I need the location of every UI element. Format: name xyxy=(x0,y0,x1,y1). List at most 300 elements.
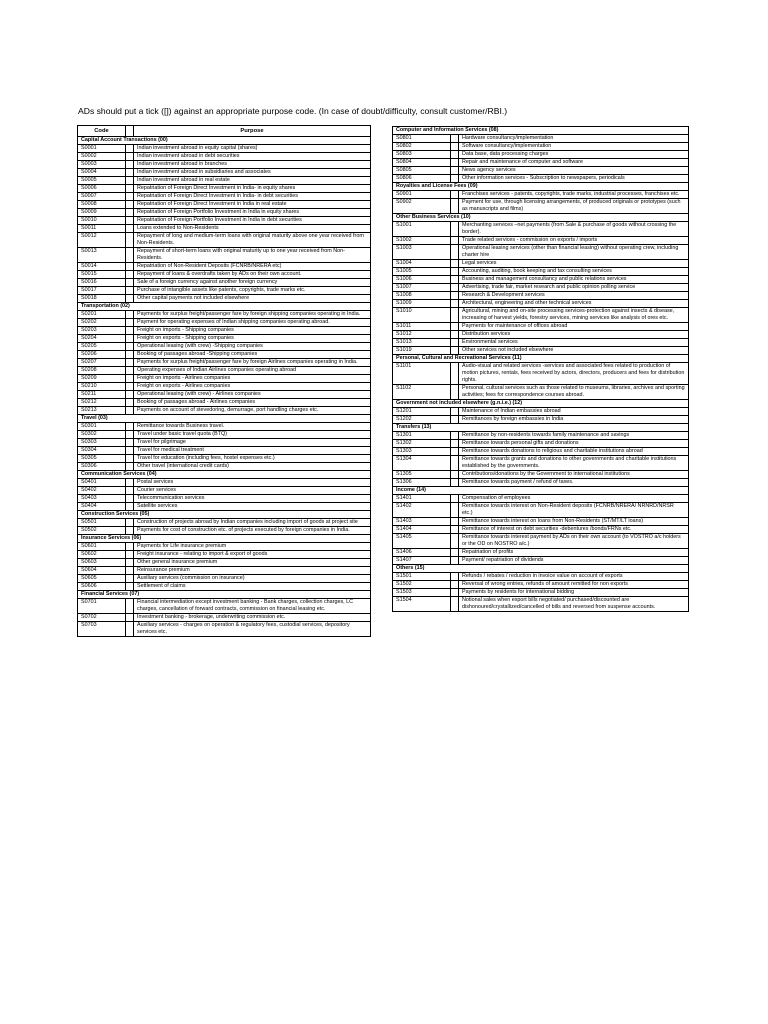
purpose-code: S1304 xyxy=(393,456,451,471)
tick-box[interactable] xyxy=(126,439,134,447)
tick-box[interactable] xyxy=(451,416,459,424)
purpose-code: S1503 xyxy=(393,589,451,597)
purpose-code: S0302 xyxy=(78,431,126,439)
table-row xyxy=(393,245,689,260)
tick-box[interactable] xyxy=(126,177,134,185)
tick-header xyxy=(126,126,134,137)
purpose-description: Freight insurance - relating to import & export of goods xyxy=(134,551,371,559)
purpose-code: S0703 xyxy=(78,622,126,637)
purpose-description: Construction of projects abroad by Indian companies including import of goods at project site xyxy=(134,519,371,527)
purpose-description: Freight on exports - Shipping companies xyxy=(134,335,371,343)
purpose-code: S0202 xyxy=(78,319,126,327)
purpose-code: S1305 xyxy=(393,471,451,479)
tick-box[interactable] xyxy=(126,479,134,487)
purpose-code: S0212 xyxy=(78,399,126,407)
purpose-description: Indian investment abroad in debt securities xyxy=(134,153,371,161)
table-row xyxy=(393,175,689,183)
purpose-code: S0801 xyxy=(393,135,451,143)
tick-box[interactable] xyxy=(126,335,134,343)
table-row xyxy=(393,308,689,323)
purpose-description: Notional sales when export bills negotiated/ purchased/discounted are dishonoured/crystallized/cancelled of bills and reversed from suspense accounts. xyxy=(459,597,689,612)
purpose-description: Remittances by foreign embassies in India xyxy=(459,416,689,424)
tick-box[interactable] xyxy=(451,167,459,175)
tick-box[interactable] xyxy=(126,407,134,415)
tick-box[interactable] xyxy=(451,385,459,400)
table-row xyxy=(393,284,689,292)
tick-box[interactable] xyxy=(126,567,134,575)
tick-box[interactable] xyxy=(126,423,134,431)
table-row xyxy=(78,583,371,591)
purpose-description: Investment banking - brokerage, underwriting commission etc. xyxy=(134,614,371,622)
purpose-code: S1002 xyxy=(393,237,451,245)
purpose-code: S0803 xyxy=(393,151,451,159)
tick-box[interactable] xyxy=(126,201,134,209)
purpose-description: Repatriation of Foreign Direct Investment in India- in debt securities xyxy=(134,193,371,201)
table-row xyxy=(393,597,689,612)
tick-box[interactable] xyxy=(451,135,459,143)
tick-box[interactable] xyxy=(451,143,459,151)
table-row xyxy=(78,359,371,367)
tick-box[interactable] xyxy=(126,431,134,439)
purpose-code-table-right xyxy=(392,126,689,612)
table-row xyxy=(78,225,371,233)
purpose-description: Telecommunication services xyxy=(134,495,371,503)
tick-box[interactable] xyxy=(126,161,134,169)
tick-box[interactable] xyxy=(126,367,134,375)
purpose-code: S1001 xyxy=(393,222,451,237)
purpose-code: S1403 xyxy=(393,518,451,526)
table-row xyxy=(393,495,689,503)
tick-box[interactable] xyxy=(126,551,134,559)
table-row xyxy=(393,581,689,589)
purpose-code: S0306 xyxy=(78,463,126,471)
purpose-description: Purchase of intangible assets like patents, copyrights, trade marks etc. xyxy=(134,287,371,295)
purpose-code: S1502 xyxy=(393,581,451,589)
tick-box[interactable] xyxy=(451,331,459,339)
section-title: Others (15) xyxy=(393,565,689,573)
tick-box[interactable] xyxy=(451,245,459,260)
tick-box[interactable] xyxy=(451,276,459,284)
tick-box[interactable] xyxy=(126,185,134,193)
table-row xyxy=(393,339,689,347)
tick-box[interactable] xyxy=(126,217,134,225)
table-row xyxy=(78,455,371,463)
purpose-description: Payment/ repatriation of dividends xyxy=(459,557,689,565)
purpose-code: S0016 xyxy=(78,279,126,287)
purpose-code: S1003 xyxy=(393,245,451,260)
table-row xyxy=(393,589,689,597)
tick-box[interactable] xyxy=(451,597,459,612)
tick-box[interactable] xyxy=(451,199,459,214)
tick-box[interactable] xyxy=(451,581,459,589)
purpose-code: S1402 xyxy=(393,503,451,518)
purpose-description: Remittance towards payment / refund of taxes. xyxy=(459,479,689,487)
purpose-description: Remittance of interest on debt securities -debentures /bonds/FRNs etc. xyxy=(459,526,689,534)
tick-box[interactable] xyxy=(126,463,134,471)
tick-box[interactable] xyxy=(126,622,134,637)
purpose-description: Other information services - Subscription to newspapers, periodicals xyxy=(459,175,689,183)
tick-box[interactable] xyxy=(126,559,134,567)
purpose-description: Satellite services xyxy=(134,503,371,511)
purpose-description: Other capital payments not included elsewhere xyxy=(134,295,371,303)
table-row xyxy=(78,383,371,391)
purpose-description: Freight on imports - Shipping companies xyxy=(134,327,371,335)
purpose-code: S0301 xyxy=(78,423,126,431)
purpose-code: S1011 xyxy=(393,323,451,331)
table-row xyxy=(78,279,371,287)
purpose-description: Remittance towards interest payment by ADs on their own account (to VOSTRO a/c holders or the OD on NOSTRO a/c.) xyxy=(459,534,689,549)
table-row xyxy=(78,287,371,295)
tick-box[interactable] xyxy=(126,153,134,161)
purpose-code: S1306 xyxy=(393,479,451,487)
tick-box[interactable] xyxy=(451,292,459,300)
tick-box[interactable] xyxy=(126,145,134,153)
tick-box[interactable] xyxy=(451,347,459,355)
purpose-description: Booking of passages abroad - Airlines companies xyxy=(134,399,371,407)
purpose-header: Purpose xyxy=(134,126,371,137)
purpose-code: S0604 xyxy=(78,567,126,575)
tick-box[interactable] xyxy=(451,557,459,565)
tick-box[interactable] xyxy=(451,534,459,549)
purpose-code: S0018 xyxy=(78,295,126,303)
purpose-code: S0305 xyxy=(78,455,126,463)
table-row xyxy=(393,503,689,518)
purpose-description: Payments for Life insurance premium xyxy=(134,543,371,551)
purpose-description: Payments on account of stevedoring, demurrage, port handling charges etc. xyxy=(134,407,371,415)
tick-box[interactable] xyxy=(126,209,134,217)
purpose-code: S1101 xyxy=(393,363,451,385)
tick-box[interactable] xyxy=(126,375,134,383)
tick-box[interactable] xyxy=(451,408,459,416)
purpose-code: S0606 xyxy=(78,583,126,591)
tick-box[interactable] xyxy=(451,159,459,167)
tick-box[interactable] xyxy=(126,271,134,279)
section-title: Other Business Services (10) xyxy=(393,214,689,222)
tick-box[interactable] xyxy=(451,549,459,557)
table-row xyxy=(393,191,689,199)
purpose-description: Freight on exports - Airlines companies xyxy=(134,383,371,391)
tick-box[interactable] xyxy=(451,237,459,245)
table-row xyxy=(78,559,371,567)
table-row xyxy=(78,233,371,248)
purpose-description: Payments for maintenance of offices abroad xyxy=(459,323,689,331)
purpose-code: S1009 xyxy=(393,300,451,308)
purpose-description: Loans extended to Non-Residents xyxy=(134,225,371,233)
section-row xyxy=(78,511,371,519)
section-title: Capital Account Transactions (00) xyxy=(78,137,371,145)
tick-box[interactable] xyxy=(126,455,134,463)
tick-box[interactable] xyxy=(126,599,134,614)
purpose-code: S0901 xyxy=(393,191,451,199)
purpose-code: S0806 xyxy=(393,175,451,183)
tick-box[interactable] xyxy=(126,248,134,263)
purpose-description: Remittance towards interest on Non-Resident deposits (FCNRB/NRERA/ NRNRD/NRSR etc.) xyxy=(459,503,689,518)
purpose-description: Repatriation of Foreign Portfolio Investment in India in equity shares xyxy=(134,209,371,217)
table-row xyxy=(393,159,689,167)
purpose-code: S0502 xyxy=(78,527,126,535)
purpose-code: S0403 xyxy=(78,495,126,503)
purpose-code: S1407 xyxy=(393,557,451,565)
tick-box[interactable] xyxy=(126,447,134,455)
table-header xyxy=(78,126,371,137)
purpose-code: S0902 xyxy=(393,199,451,214)
section-title: Communication Services (04) xyxy=(78,471,371,479)
purpose-code: S0006 xyxy=(78,185,126,193)
tick-box[interactable] xyxy=(451,432,459,440)
tick-box[interactable] xyxy=(451,323,459,331)
purpose-code: S1501 xyxy=(393,573,451,581)
section-row xyxy=(393,565,689,573)
tick-box[interactable] xyxy=(451,268,459,276)
section-row xyxy=(393,214,689,222)
purpose-code: S1504 xyxy=(393,597,451,612)
tick-box[interactable] xyxy=(126,279,134,287)
purpose-code: S1008 xyxy=(393,292,451,300)
section-row xyxy=(78,471,371,479)
tick-box[interactable] xyxy=(126,614,134,622)
tick-box[interactable] xyxy=(126,295,134,303)
purpose-code-table-left xyxy=(77,125,371,637)
purpose-code: S0805 xyxy=(393,167,451,175)
table-row xyxy=(393,448,689,456)
table-body-right xyxy=(393,127,689,612)
purpose-code: S0701 xyxy=(78,599,126,614)
table-row xyxy=(393,135,689,143)
tick-box[interactable] xyxy=(126,359,134,367)
tick-box[interactable] xyxy=(126,319,134,327)
tick-box[interactable] xyxy=(126,193,134,201)
tick-box[interactable] xyxy=(126,575,134,583)
section-title: Personal, Cultural and Recreational Services (11) xyxy=(393,355,689,363)
tick-box[interactable] xyxy=(451,589,459,597)
table-row xyxy=(78,248,371,263)
table-row xyxy=(393,471,689,479)
purpose-description: Repatriation of profits xyxy=(459,549,689,557)
purpose-code: S0002 xyxy=(78,153,126,161)
tick-box[interactable] xyxy=(451,456,459,471)
purpose-description: Audio-visual and related services -services and associated fees related to production of motion pictures, rentals, fees received by actors, directors, producers and fees for distribution rights. xyxy=(459,363,689,385)
purpose-description: Payments for cost of construction etc. of projects executed by foreign companies in India. xyxy=(134,527,371,535)
table-row xyxy=(78,447,371,455)
purpose-description: Hardware consultancy/implementation xyxy=(459,135,689,143)
purpose-code: S0404 xyxy=(78,503,126,511)
tick-box[interactable] xyxy=(451,308,459,323)
tick-box[interactable] xyxy=(451,526,459,534)
section-title: Financial Services (07) xyxy=(78,591,371,599)
table-row xyxy=(78,263,371,271)
table-row xyxy=(78,463,371,471)
purpose-description: Operating expenses of Indian Airlines companies operating abroad xyxy=(134,367,371,375)
table-row xyxy=(78,503,371,511)
purpose-code: S1302 xyxy=(393,440,451,448)
section-title: Travel (03) xyxy=(78,415,371,423)
tick-box[interactable] xyxy=(451,284,459,292)
purpose-code: S1202 xyxy=(393,416,451,424)
section-title: Construction Services (05) xyxy=(78,511,371,519)
table-row xyxy=(78,335,371,343)
tick-box[interactable] xyxy=(126,543,134,551)
tick-box[interactable] xyxy=(451,300,459,308)
tick-box[interactable] xyxy=(126,263,134,271)
tick-box[interactable] xyxy=(126,169,134,177)
purpose-code: S0008 xyxy=(78,201,126,209)
purpose-code: S0203 xyxy=(78,327,126,335)
purpose-description: Travel under basic travel quota (BTQ) xyxy=(134,431,371,439)
tick-box[interactable] xyxy=(451,440,459,448)
table-row xyxy=(78,551,371,559)
purpose-description: Remittance towards interest on loans from Non-Residents (ST/MT/LT loans) xyxy=(459,518,689,526)
table-row xyxy=(393,331,689,339)
section-row xyxy=(78,591,371,599)
section-row xyxy=(393,183,689,191)
purpose-code: S0003 xyxy=(78,161,126,169)
table-row xyxy=(393,432,689,440)
tick-box[interactable] xyxy=(451,448,459,456)
tick-box[interactable] xyxy=(126,399,134,407)
purpose-code: S0007 xyxy=(78,193,126,201)
tick-box[interactable] xyxy=(126,311,134,319)
purpose-description: Business and management consultancy and public relations services xyxy=(459,276,689,284)
purpose-description: Agricultural, mining and on-site processing services-protection against insects & disease, increasing of harvest yields, forestry services, mining services like analysis of ores etc. xyxy=(459,308,689,323)
purpose-description: Other travel (international credit cards) xyxy=(134,463,371,471)
table-row xyxy=(393,292,689,300)
tick-box[interactable] xyxy=(126,391,134,399)
section-title: Government not included elsewhere (g.n.i.e.) (12) xyxy=(393,400,689,408)
tick-box[interactable] xyxy=(451,518,459,526)
tick-box[interactable] xyxy=(126,351,134,359)
purpose-code: S0702 xyxy=(78,614,126,622)
tick-box[interactable] xyxy=(126,583,134,591)
purpose-description: Payment for operating expenses of Indian shipping companies operating abroad. xyxy=(134,319,371,327)
purpose-code: S1004 xyxy=(393,260,451,268)
section-row xyxy=(78,535,371,543)
purpose-code: S1010 xyxy=(393,308,451,323)
section-row xyxy=(393,487,689,495)
purpose-code: S0402 xyxy=(78,487,126,495)
section-row xyxy=(393,400,689,408)
purpose-code: S0602 xyxy=(78,551,126,559)
section-title: Royalties and License Fees (09) xyxy=(393,183,689,191)
purpose-description: Remittance towards grants and donations to other governments and charitable institutions established by the governments. xyxy=(459,456,689,471)
table-row xyxy=(393,268,689,276)
purpose-description: Operational leasing (with crew) - Airlines companies xyxy=(134,391,371,399)
purpose-code: S0208 xyxy=(78,367,126,375)
table-row xyxy=(78,431,371,439)
table-row xyxy=(393,534,689,549)
tick-box[interactable] xyxy=(451,191,459,199)
purpose-code: S0013 xyxy=(78,248,126,263)
purpose-description: Refunds / rebates / reduction in invoice value on account of exports xyxy=(459,573,689,581)
table-row xyxy=(393,573,689,581)
purpose-description: Repayment of loans & overdrafts taken by ADs on their own account. xyxy=(134,271,371,279)
tick-box[interactable] xyxy=(126,383,134,391)
section-title: Transfers (13) xyxy=(393,424,689,432)
purpose-description: Repayment of short-term loans with original maturity up to one year received from Non-Residents. xyxy=(134,248,371,263)
tick-box[interactable] xyxy=(451,151,459,159)
purpose-description: Other services not included elsewhere xyxy=(459,347,689,355)
purpose-description: Repatriation of Foreign Direct Investment in India- in equity shares xyxy=(134,185,371,193)
purpose-description: Financial intermediation except investment banking - Bank charges, collection charges, LC charges, cancellation of forward contracts, commission on financial leasing etc. xyxy=(134,599,371,614)
purpose-code: S0303 xyxy=(78,439,126,447)
table-row xyxy=(78,295,371,303)
tick-box[interactable] xyxy=(451,339,459,347)
purpose-code: S0601 xyxy=(78,543,126,551)
tick-box[interactable] xyxy=(451,479,459,487)
tick-box[interactable] xyxy=(451,260,459,268)
section-row xyxy=(78,303,371,311)
purpose-description: Franchises services - patents, copyrights, trade marks, industrial processes, franchises etc. xyxy=(459,191,689,199)
table-row xyxy=(393,276,689,284)
section-title: Income (14) xyxy=(393,487,689,495)
section-row xyxy=(393,424,689,432)
purpose-description: Travel for education (including fees, hostel expenses etc.) xyxy=(134,455,371,463)
tick-box[interactable] xyxy=(451,363,459,385)
purpose-description: Remittance towards donations to religious and charitable institutions abroad xyxy=(459,448,689,456)
tick-box[interactable] xyxy=(451,495,459,503)
purpose-code: S1019 xyxy=(393,347,451,355)
purpose-description: Compensation of employees xyxy=(459,495,689,503)
purpose-code: S0012 xyxy=(78,233,126,248)
table-row xyxy=(78,169,371,177)
purpose-description: Remittance towards Business travel. xyxy=(134,423,371,431)
tick-box[interactable] xyxy=(126,343,134,351)
purpose-code: S0605 xyxy=(78,575,126,583)
table-body-left xyxy=(78,137,371,637)
purpose-description: Operational leasing (with crew) -Shipping companies xyxy=(134,343,371,351)
tick-box[interactable] xyxy=(451,503,459,518)
tick-box[interactable] xyxy=(126,495,134,503)
tick-box[interactable] xyxy=(451,471,459,479)
tick-box[interactable] xyxy=(126,519,134,527)
tick-box[interactable] xyxy=(126,487,134,495)
purpose-description: Advertising, trade fair, market research and public opinion polling service xyxy=(459,284,689,292)
tick-box[interactable] xyxy=(126,327,134,335)
table-row xyxy=(393,260,689,268)
tick-box[interactable] xyxy=(451,175,459,183)
table-row xyxy=(78,327,371,335)
purpose-code: S1005 xyxy=(393,268,451,276)
purpose-description: Research & Development services xyxy=(459,292,689,300)
purpose-description: Repatriation of Foreign Portfolio Investment in India in debt securities xyxy=(134,217,371,225)
purpose-description: Auxiliary services - charges on operation & regulatory fees, custodial services, depository services etc. xyxy=(134,622,371,637)
tick-box[interactable] xyxy=(126,225,134,233)
purpose-description: Personal, cultural services such as those related to museums, libraries, archives and sporting activities; fees for correspondence courses abroad. xyxy=(459,385,689,400)
purpose-description: Booking of passages abroad -Shipping companies xyxy=(134,351,371,359)
table-row xyxy=(78,177,371,185)
table-row xyxy=(393,549,689,557)
tick-box[interactable] xyxy=(126,287,134,295)
purpose-code: S0015 xyxy=(78,271,126,279)
purpose-code: S0204 xyxy=(78,335,126,343)
purpose-code: S0011 xyxy=(78,225,126,233)
purpose-code: S0201 xyxy=(78,311,126,319)
tick-box[interactable] xyxy=(126,233,134,248)
tick-box[interactable] xyxy=(126,527,134,535)
purpose-code: S1303 xyxy=(393,448,451,456)
tick-box[interactable] xyxy=(451,573,459,581)
purpose-code: S0009 xyxy=(78,209,126,217)
purpose-code: S0010 xyxy=(78,217,126,225)
purpose-code: S0014 xyxy=(78,263,126,271)
tick-box[interactable] xyxy=(451,222,459,237)
tick-box[interactable] xyxy=(126,503,134,511)
table-row xyxy=(78,622,371,637)
table-row xyxy=(393,526,689,534)
purpose-description: Payment for use, through licensing arrangements, of produced originals or prototypes (such as manuscripts and films) xyxy=(459,199,689,214)
purpose-description: Payments by residents for international bidding xyxy=(459,589,689,597)
table-row xyxy=(393,151,689,159)
purpose-code: S1201 xyxy=(393,408,451,416)
